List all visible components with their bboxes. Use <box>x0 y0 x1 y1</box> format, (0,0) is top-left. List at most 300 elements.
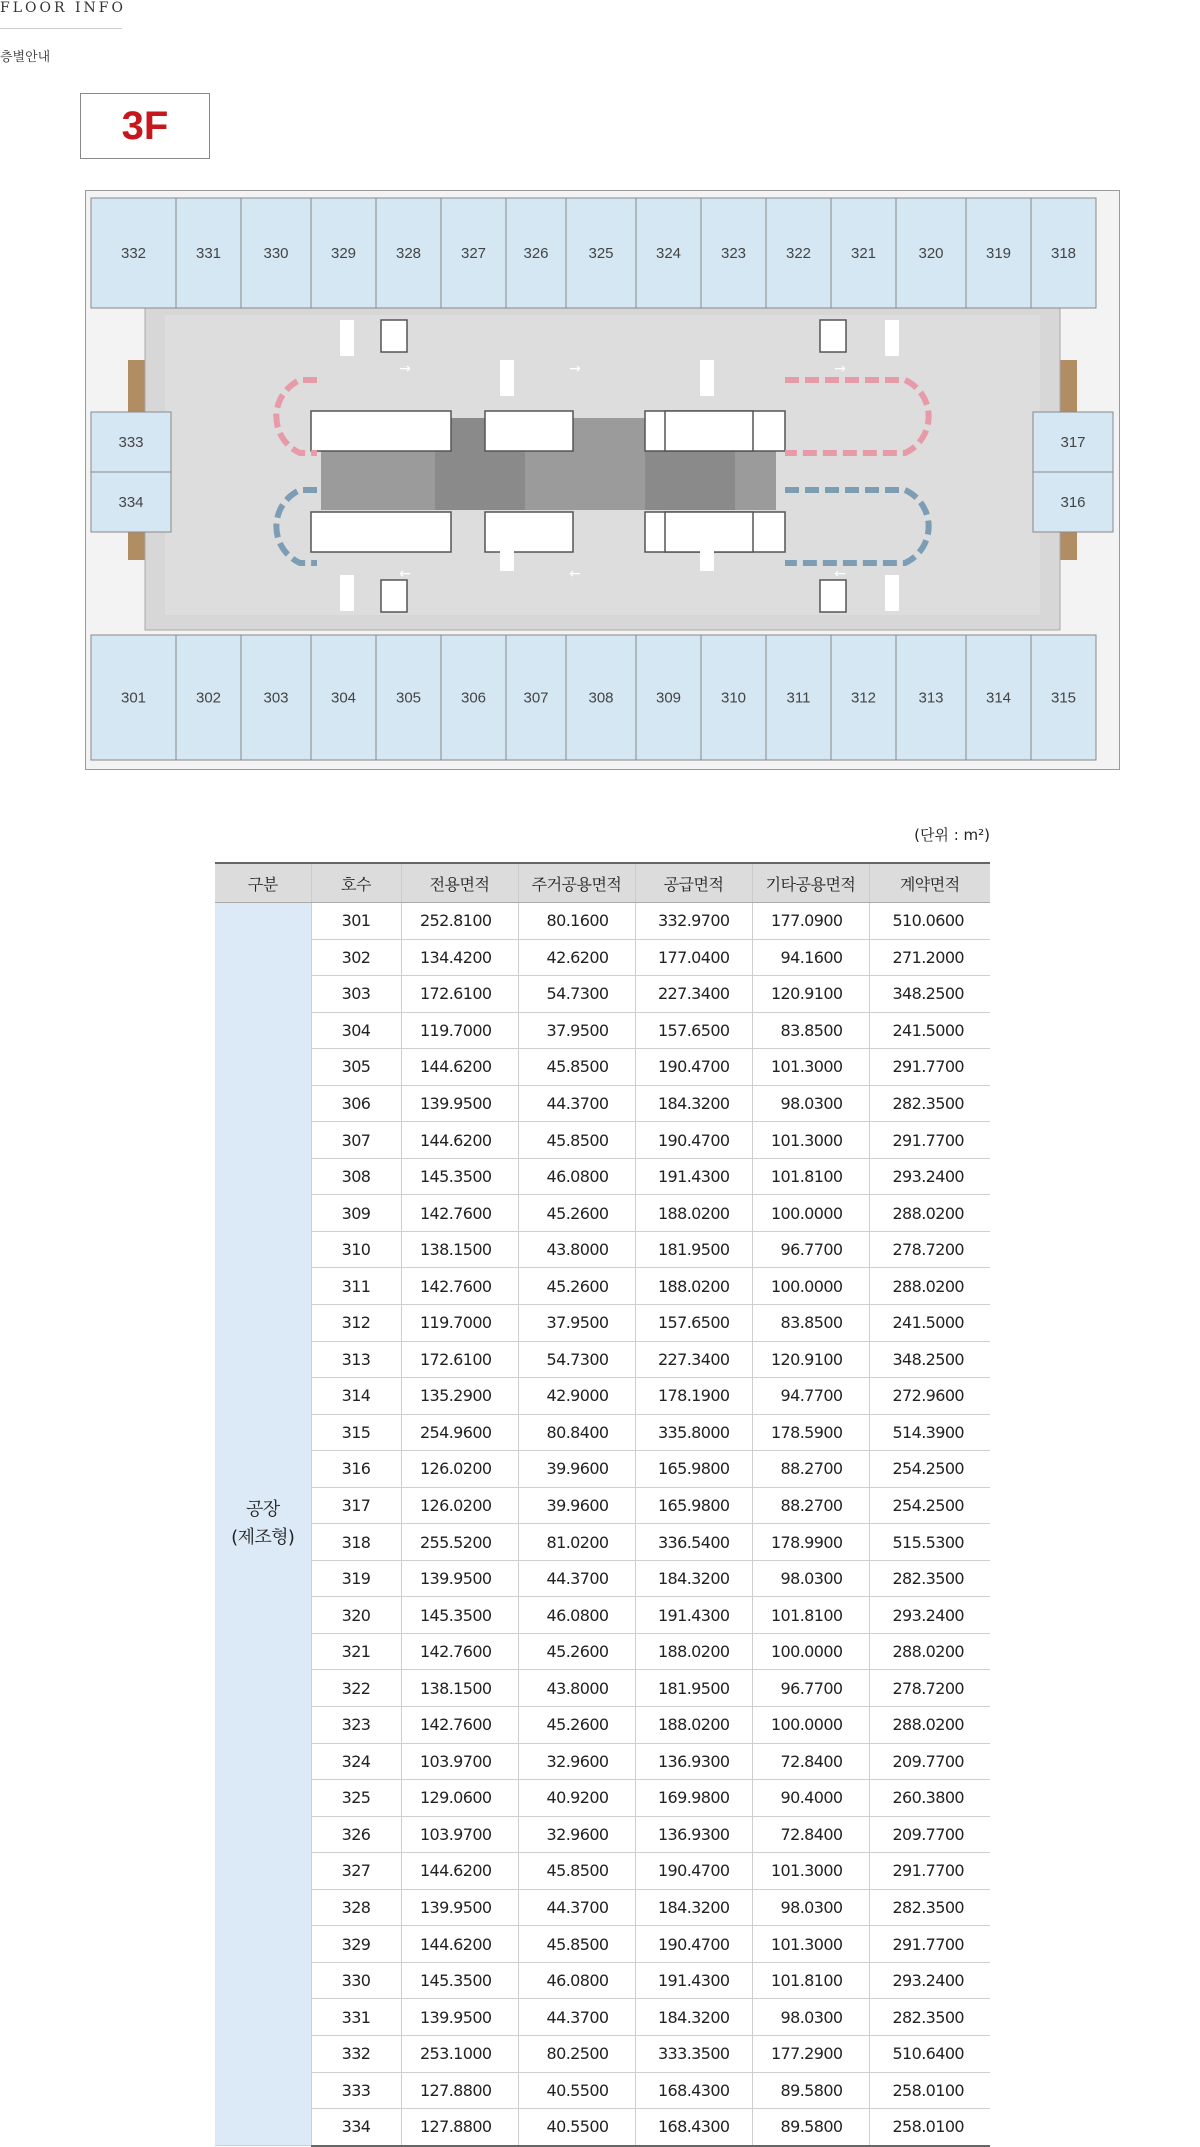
unit-number-cell: 317 <box>311 1487 401 1524</box>
other-common-cell: 100.0000 <box>752 1268 869 1305</box>
residential-common-cell: 32.9600 <box>518 1816 635 1853</box>
other-common-cell: 178.5900 <box>752 1414 869 1451</box>
table-row <box>215 1816 990 1853</box>
residential-common-cell: 43.8000 <box>518 1231 635 1268</box>
exclusive-area-cell: 253.1000 <box>401 2035 518 2072</box>
unit-number-cell: 320 <box>311 1597 401 1634</box>
floor-plan <box>85 190 1120 770</box>
unit-number-cell: 324 <box>311 1743 401 1780</box>
residential-common-cell: 80.1600 <box>518 903 635 940</box>
category-line1: 공장 <box>245 1499 280 1521</box>
other-common-cell: 83.8500 <box>752 1305 869 1342</box>
supply-area-cell: 332.9700 <box>635 903 752 940</box>
unit-number: 323 <box>720 245 747 262</box>
exclusive-area-cell: 144.6200 <box>401 1049 518 1086</box>
table-row <box>215 1085 990 1122</box>
table-row <box>215 1231 990 1268</box>
residential-common-cell: 45.2600 <box>518 1633 635 1670</box>
contract-area-cell: 282.3500 <box>869 1560 990 1597</box>
unit-323 <box>701 198 766 308</box>
category-cell <box>215 903 311 2146</box>
supply-area-cell: 190.4700 <box>635 1122 752 1159</box>
supply-area-cell: 333.3500 <box>635 2035 752 2072</box>
unit-310 <box>701 635 766 760</box>
exclusive-area-cell: 142.7600 <box>401 1707 518 1744</box>
other-common-cell: 100.0000 <box>752 1633 869 1670</box>
unit-313 <box>896 635 966 760</box>
unit-number: 303 <box>263 689 289 707</box>
unit-328 <box>376 198 441 308</box>
other-common-cell: 88.2700 <box>752 1487 869 1524</box>
exclusive-area-cell: 119.7000 <box>401 1012 518 1049</box>
contract-area-cell: 271.2000 <box>869 939 990 976</box>
unit-number-cell: 319 <box>311 1560 401 1597</box>
other-common-cell: 101.8100 <box>752 1597 869 1634</box>
other-common-cell: 101.3000 <box>752 1853 869 1890</box>
other-common-cell: 96.7700 <box>752 1231 869 1268</box>
other-common-cell: 98.0300 <box>752 1999 869 2036</box>
supply-area-cell: 190.4700 <box>635 1049 752 1086</box>
other-common-cell: 101.3000 <box>752 1049 869 1086</box>
contract-area-cell: 348.2500 <box>869 976 990 1013</box>
unit-number: 334 <box>118 494 144 511</box>
contract-area-cell: 260.3800 <box>869 1780 990 1817</box>
contract-area-cell: 510.6400 <box>869 2035 990 2072</box>
elevator-upper-right <box>665 411 753 451</box>
contract-area-cell: 288.0200 <box>869 1195 990 1232</box>
table-row <box>215 1633 990 1670</box>
unit-329 <box>311 198 376 308</box>
residential-common-cell: 45.8500 <box>518 1926 635 1963</box>
unit-number: 306 <box>460 689 487 707</box>
table-row <box>215 1524 990 1561</box>
table-row <box>215 1487 990 1524</box>
unit-317 <box>1033 412 1113 472</box>
table-row <box>215 1268 990 1305</box>
unit-number: 329 <box>330 245 357 262</box>
exclusive-area-cell: 135.2900 <box>401 1378 518 1415</box>
unit-number: 302 <box>195 689 222 707</box>
unit-302 <box>176 635 241 760</box>
table-row <box>215 1780 990 1817</box>
unit-301 <box>91 635 176 760</box>
unit-number: 312 <box>850 689 877 707</box>
supply-area-cell: 184.3200 <box>635 1560 752 1597</box>
supply-area-cell: 169.9800 <box>635 1780 752 1817</box>
other-common-cell: 100.0000 <box>752 1195 869 1232</box>
table-row <box>215 1158 990 1195</box>
contract-area-cell: 241.5000 <box>869 1305 990 1342</box>
supply-area-cell: 188.0200 <box>635 1268 752 1305</box>
exclusive-area-cell: 138.1500 <box>401 1670 518 1707</box>
supply-area-cell: 191.4300 <box>635 1597 752 1634</box>
residential-common-cell: 44.3700 <box>518 1560 635 1597</box>
unit-number-cell: 323 <box>311 1707 401 1744</box>
header-other-common-area: 기타공용면적 <box>752 863 869 903</box>
area-table <box>215 862 990 2147</box>
other-common-cell: 120.9100 <box>752 976 869 1013</box>
unit-number: 325 <box>588 245 614 262</box>
supply-area-cell: 336.5400 <box>635 1524 752 1561</box>
unit-309 <box>636 635 701 760</box>
unit-312 <box>831 635 896 760</box>
residential-common-cell: 42.6200 <box>518 939 635 976</box>
residential-common-cell: 39.9600 <box>518 1451 635 1488</box>
svg-text:→: → <box>399 361 411 377</box>
unit-330 <box>241 198 311 308</box>
other-common-cell: 89.5800 <box>752 2109 869 2146</box>
contract-area-cell: 288.0200 <box>869 1633 990 1670</box>
category-line2: (제조형) <box>231 1527 295 1549</box>
other-common-cell: 98.0300 <box>752 1889 869 1926</box>
unit-321 <box>831 198 896 308</box>
unit-number: 307 <box>523 689 549 707</box>
exclusive-area-cell: 138.1500 <box>401 1231 518 1268</box>
stair-bottom-left <box>381 580 407 612</box>
contract-area-cell: 293.2400 <box>869 1597 990 1634</box>
residential-common-cell: 80.8400 <box>518 1414 635 1451</box>
unit-number: 310 <box>720 689 747 707</box>
exclusive-area-cell: 142.7600 <box>401 1195 518 1232</box>
unit-331 <box>176 198 241 308</box>
other-common-cell: 101.8100 <box>752 1962 869 1999</box>
residential-common-cell: 40.5500 <box>518 2109 635 2146</box>
header-contract-area: 계약면적 <box>869 863 990 903</box>
exclusive-area-cell: 172.6100 <box>401 1341 518 1378</box>
unit-number-cell: 302 <box>311 939 401 976</box>
unit-308 <box>566 635 636 760</box>
residential-common-cell: 44.3700 <box>518 1999 635 2036</box>
residential-common-cell: 39.9600 <box>518 1487 635 1524</box>
unit-number-cell: 328 <box>311 1889 401 1926</box>
contract-area-cell: 282.3500 <box>869 1889 990 1926</box>
exclusive-area-cell: 145.3500 <box>401 1158 518 1195</box>
unit-number-cell: 326 <box>311 1816 401 1853</box>
unit-number: 332 <box>120 245 147 262</box>
table-row <box>215 2072 990 2109</box>
residential-common-cell: 37.9500 <box>518 1305 635 1342</box>
unit-334 <box>91 472 171 532</box>
unit-316 <box>1033 472 1113 532</box>
unit-number-cell: 314 <box>311 1378 401 1415</box>
supply-area-cell: 177.0400 <box>635 939 752 976</box>
unit-number-cell: 305 <box>311 1049 401 1086</box>
table-row <box>215 1743 990 1780</box>
unit-number: 305 <box>395 689 422 707</box>
unit-number-cell: 318 <box>311 1524 401 1561</box>
residential-common-cell: 46.0800 <box>518 1597 635 1634</box>
unit-number: 316 <box>1060 494 1086 511</box>
contract-area-cell: 291.7700 <box>869 1122 990 1159</box>
unit-306 <box>441 635 506 760</box>
unit-number-cell: 316 <box>311 1451 401 1488</box>
other-common-cell: 90.4000 <box>752 1780 869 1817</box>
elevator-upper-left <box>485 411 573 451</box>
unit-number-cell: 331 <box>311 1999 401 2036</box>
residential-common-cell: 45.8500 <box>518 1853 635 1890</box>
unit-324 <box>636 198 701 308</box>
residential-common-cell: 54.7300 <box>518 976 635 1013</box>
unit-number-cell: 315 <box>311 1414 401 1451</box>
residential-common-cell: 45.8500 <box>518 1122 635 1159</box>
unit-number-cell: 325 <box>311 1780 401 1817</box>
unit-327 <box>441 198 506 308</box>
contract-area-cell: 291.7700 <box>869 1049 990 1086</box>
table-row <box>215 1195 990 1232</box>
unit-number-cell: 310 <box>311 1231 401 1268</box>
residential-common-cell: 54.7300 <box>518 1341 635 1378</box>
other-common-cell: 94.7700 <box>752 1378 869 1415</box>
other-common-cell: 101.3000 <box>752 1122 869 1159</box>
other-common-cell: 101.8100 <box>752 1158 869 1195</box>
contract-area-cell: 241.5000 <box>869 1012 990 1049</box>
exclusive-area-cell: 172.6100 <box>401 976 518 1013</box>
table-row <box>215 1414 990 1451</box>
supply-area-cell: 181.9500 <box>635 1670 752 1707</box>
stair-top-right <box>820 320 846 352</box>
unit-number: 314 <box>985 689 1012 707</box>
table-row <box>215 1378 990 1415</box>
residential-common-cell: 80.2500 <box>518 2035 635 2072</box>
contract-area-cell: 293.2400 <box>869 1962 990 1999</box>
exclusive-area-cell: 119.7000 <box>401 1305 518 1342</box>
supply-area-cell: 188.0200 <box>635 1195 752 1232</box>
unit-number: 315 <box>1050 689 1077 707</box>
residential-common-cell: 45.8500 <box>518 1049 635 1086</box>
unit-number: 321 <box>850 245 877 262</box>
supply-area-cell: 190.4700 <box>635 1926 752 1963</box>
residential-common-cell: 46.0800 <box>518 1158 635 1195</box>
contract-area-cell: 254.2500 <box>869 1451 990 1488</box>
unit-311 <box>766 635 831 760</box>
contract-area-cell: 272.9600 <box>869 1378 990 1415</box>
residential-common-cell: 81.0200 <box>518 1524 635 1561</box>
contract-area-cell: 288.0200 <box>869 1268 990 1305</box>
supply-area-cell: 184.3200 <box>635 1085 752 1122</box>
header-category: 구분 <box>215 863 311 903</box>
unit-number-cell: 332 <box>311 2035 401 2072</box>
supply-area-cell: 184.3200 <box>635 1889 752 1926</box>
table-row <box>215 1560 990 1597</box>
unit-number: 330 <box>263 245 289 262</box>
unit-number: 301 <box>120 689 147 707</box>
unit-number: 331 <box>195 245 222 262</box>
residential-common-cell: 43.8000 <box>518 1670 635 1707</box>
unit-number: 324 <box>655 245 682 262</box>
table-row <box>215 2035 990 2072</box>
supply-area-cell: 227.3400 <box>635 976 752 1013</box>
section-subtitle: 층별안내 <box>0 50 51 65</box>
unit-number: 319 <box>985 245 1012 262</box>
other-common-cell: 98.0300 <box>752 1560 869 1597</box>
exclusive-area-cell: 103.9700 <box>401 1816 518 1853</box>
contract-area-cell: 510.0600 <box>869 903 990 940</box>
unit-number-cell: 303 <box>311 976 401 1013</box>
title-divider <box>0 28 122 29</box>
supply-area-cell: 157.6500 <box>635 1305 752 1342</box>
contract-area-cell: 293.2400 <box>869 1158 990 1195</box>
unit-305 <box>376 635 441 760</box>
table-row <box>215 1889 990 1926</box>
unit-303 <box>241 635 311 760</box>
exclusive-area-cell: 145.3500 <box>401 1962 518 1999</box>
unit-number-cell: 327 <box>311 1853 401 1890</box>
other-common-cell: 177.0900 <box>752 903 869 940</box>
residential-common-cell: 45.2600 <box>518 1268 635 1305</box>
residential-common-cell: 42.9000 <box>518 1378 635 1415</box>
supply-area-cell: 168.4300 <box>635 2109 752 2146</box>
table-row <box>215 1341 990 1378</box>
unit-number-cell: 308 <box>311 1158 401 1195</box>
unit-number-cell: 304 <box>311 1012 401 1049</box>
unit-number: 326 <box>523 245 549 262</box>
unit-number-cell: 313 <box>311 1341 401 1378</box>
unit-number-cell: 311 <box>311 1268 401 1305</box>
exclusive-area-cell: 134.4200 <box>401 939 518 976</box>
contract-area-cell: 282.3500 <box>869 1999 990 2036</box>
other-common-cell: 178.9900 <box>752 1524 869 1561</box>
svg-text:→: → <box>569 361 581 377</box>
table-row <box>215 1707 990 1744</box>
exclusive-area-cell: 103.9700 <box>401 1743 518 1780</box>
other-common-cell: 94.1600 <box>752 939 869 976</box>
unit-number-cell: 334 <box>311 2109 401 2146</box>
unit-number: 322 <box>785 245 812 262</box>
supply-area-cell: 335.8000 <box>635 1414 752 1451</box>
exclusive-area-cell: 139.9500 <box>401 1999 518 2036</box>
unit-number: 318 <box>1050 245 1077 262</box>
unit-number: 304 <box>330 689 357 707</box>
exclusive-area-cell: 252.8100 <box>401 903 518 940</box>
unit-number-cell: 321 <box>311 1633 401 1670</box>
unit-number-cell: 312 <box>311 1305 401 1342</box>
other-common-cell: 100.0000 <box>752 1707 869 1744</box>
residential-common-cell: 46.0800 <box>518 1962 635 1999</box>
header-unit-number: 호수 <box>311 863 401 903</box>
supply-area-cell: 165.9800 <box>635 1487 752 1524</box>
supply-area-cell: 165.9800 <box>635 1451 752 1488</box>
floor-label: 3F <box>80 93 210 159</box>
unit-number-cell: 309 <box>311 1195 401 1232</box>
exclusive-area-cell: 145.3500 <box>401 1597 518 1634</box>
core-lower-left <box>311 512 451 552</box>
other-common-cell: 83.8500 <box>752 1012 869 1049</box>
exclusive-area-cell: 142.7600 <box>401 1633 518 1670</box>
unit-number-cell: 322 <box>311 1670 401 1707</box>
units-note: (단위 : m²) <box>914 826 990 844</box>
table-row <box>215 1122 990 1159</box>
contract-area-cell: 348.2500 <box>869 1341 990 1378</box>
unit-number: 308 <box>588 689 614 707</box>
unit-315 <box>1031 635 1096 760</box>
contract-area-cell: 278.7200 <box>869 1231 990 1268</box>
exclusive-area-cell: 144.6200 <box>401 1853 518 1890</box>
unit-307 <box>506 635 566 760</box>
exclusive-area-cell: 127.8800 <box>401 2072 518 2109</box>
supply-area-cell: 227.3400 <box>635 1341 752 1378</box>
exclusive-area-cell: 139.9500 <box>401 1889 518 1926</box>
table-row <box>215 1962 990 1999</box>
elevator-lower-left <box>485 512 573 552</box>
exclusive-area-cell: 139.9500 <box>401 1560 518 1597</box>
table-row <box>215 1670 990 1707</box>
unit-320 <box>896 198 966 308</box>
contract-area-cell: 254.2500 <box>869 1487 990 1524</box>
table-row <box>215 1451 990 1488</box>
exclusive-area-cell: 129.0600 <box>401 1780 518 1817</box>
unit-number-cell: 333 <box>311 2072 401 2109</box>
supply-area-cell: 191.4300 <box>635 1962 752 1999</box>
svg-text:←: ← <box>569 566 581 582</box>
unit-number: 328 <box>395 245 422 262</box>
supply-area-cell: 157.6500 <box>635 1012 752 1049</box>
supply-area-cell: 190.4700 <box>635 1853 752 1890</box>
unit-318 <box>1031 198 1096 308</box>
unit-322 <box>766 198 831 308</box>
table-row <box>215 1926 990 1963</box>
table-row <box>215 1597 990 1634</box>
residential-common-cell: 32.9600 <box>518 1743 635 1780</box>
residential-common-cell: 44.3700 <box>518 1889 635 1926</box>
unit-number-cell: 307 <box>311 1122 401 1159</box>
exclusive-area-cell: 139.9500 <box>401 1085 518 1122</box>
svg-text:←: ← <box>399 566 411 582</box>
supply-area-cell: 136.9300 <box>635 1743 752 1780</box>
residential-common-cell: 44.3700 <box>518 1085 635 1122</box>
unit-number: 309 <box>655 689 682 707</box>
unit-326 <box>506 198 566 308</box>
contract-area-cell: 278.7200 <box>869 1670 990 1707</box>
unit-number-cell: 301 <box>311 903 401 940</box>
other-common-cell: 101.3000 <box>752 1926 869 1963</box>
other-common-cell: 98.0300 <box>752 1085 869 1122</box>
other-common-cell: 89.5800 <box>752 2072 869 2109</box>
table-row <box>215 1305 990 1342</box>
stair-bottom-right <box>820 580 846 612</box>
contract-area-cell: 258.0100 <box>869 2072 990 2109</box>
unit-number-cell: 330 <box>311 1962 401 1999</box>
supply-area-cell: 181.9500 <box>635 1231 752 1268</box>
exclusive-area-cell: 254.9600 <box>401 1414 518 1451</box>
unit-number: 320 <box>918 245 944 262</box>
unit-304 <box>311 635 376 760</box>
contract-area-cell: 288.0200 <box>869 1707 990 1744</box>
other-common-cell: 96.7700 <box>752 1670 869 1707</box>
unit-number: 333 <box>118 434 144 451</box>
header-residential-common-area: 주거공용면적 <box>518 863 635 903</box>
unit-319 <box>966 198 1031 308</box>
table-row <box>215 1853 990 1890</box>
other-common-cell: 88.2700 <box>752 1451 869 1488</box>
residential-common-cell: 40.9200 <box>518 1780 635 1817</box>
exclusive-area-cell: 126.0200 <box>401 1487 518 1524</box>
stair-top-left <box>381 320 407 352</box>
table-row <box>215 1049 990 1086</box>
other-common-cell: 120.9100 <box>752 1341 869 1378</box>
section-title: FLOOR INFO <box>0 0 126 16</box>
contract-area-cell: 258.0100 <box>869 2109 990 2146</box>
table-header-row <box>215 863 990 903</box>
supply-area-cell: 136.9300 <box>635 1816 752 1853</box>
residential-common-cell: 37.9500 <box>518 1012 635 1049</box>
unit-number: 311 <box>786 689 811 707</box>
other-common-cell: 72.8400 <box>752 1743 869 1780</box>
exclusive-area-cell: 144.6200 <box>401 1926 518 1963</box>
unit-332 <box>91 198 176 308</box>
unit-number: 313 <box>918 689 944 707</box>
exclusive-area-cell: 144.6200 <box>401 1122 518 1159</box>
supply-area-cell: 188.0200 <box>635 1707 752 1744</box>
